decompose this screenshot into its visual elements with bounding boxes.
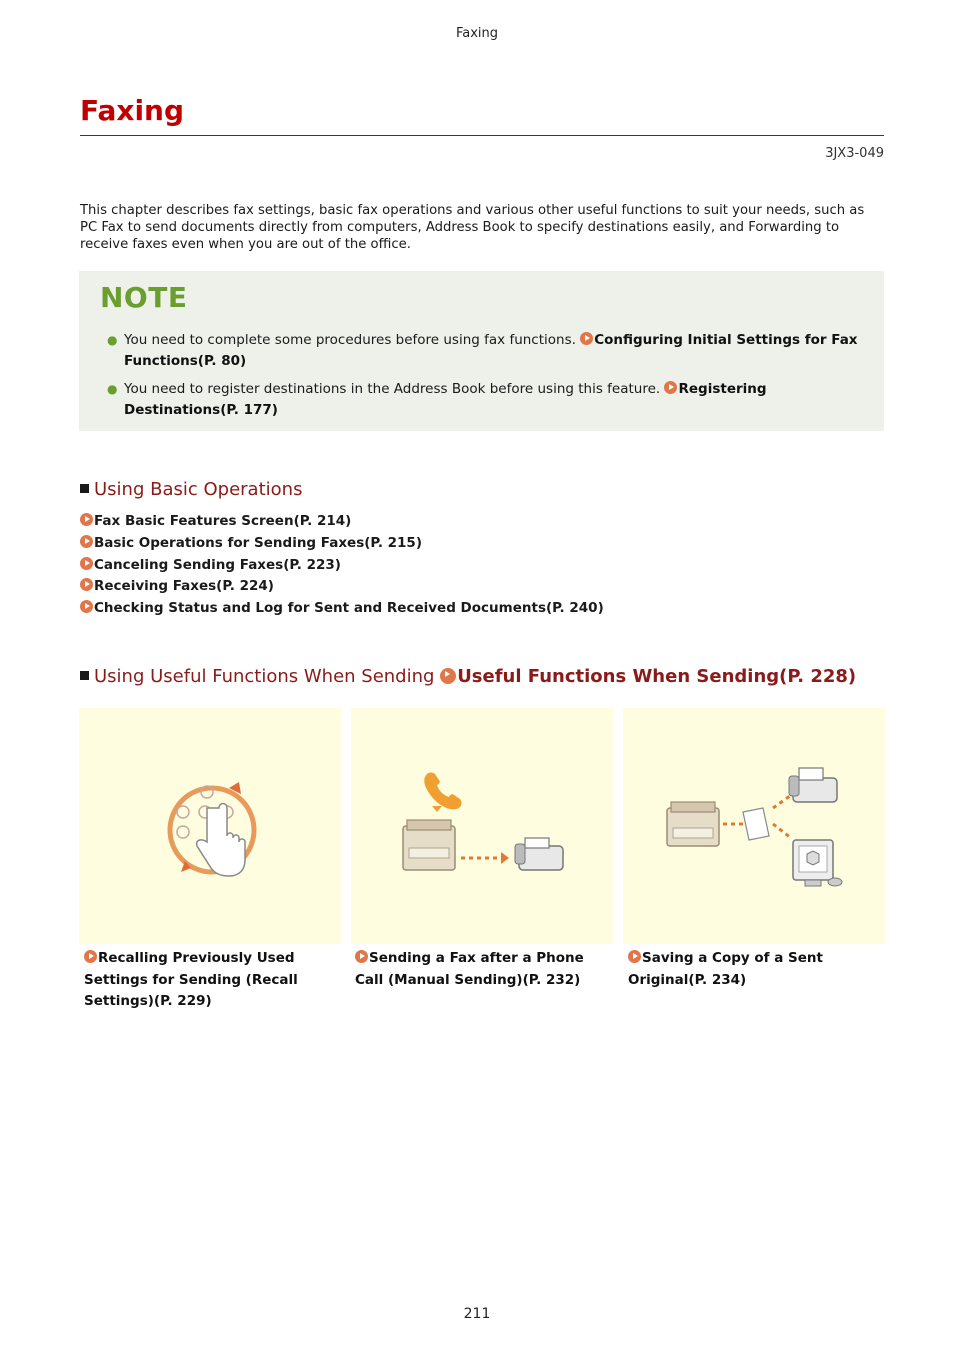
link-canceling-sending[interactable]: Canceling Sending Faxes(P. 223): [80, 555, 604, 577]
link-manual-sending[interactable]: Sending a Fax after a Phone Call (Manual Sending)(P. 232): [355, 950, 584, 988]
link-save-copy[interactable]: Saving a Copy of a Sent Original(P. 234): [628, 950, 823, 988]
link-arrow-icon: [580, 332, 593, 345]
note-item: [107, 330, 867, 372]
link-arrow-icon: [80, 557, 93, 570]
link-checking-status[interactable]: Checking Status and Log for Sent and Received Documents(P. 240): [80, 598, 604, 620]
link-arrow-icon: [440, 668, 456, 684]
link-registering-destinations[interactable]: Registering Destinations(P. 177): [124, 381, 767, 418]
note-item: [107, 379, 867, 421]
link-arrow-icon: [80, 600, 93, 613]
card-manual-sending: [351, 708, 613, 944]
intro-paragraph: This chapter describes fax settings, basic fax operations and various other useful functions to suit your needs, such as PC Fax to send documents directly from computers, Address Book to specify destinations easily, and Forwarding to receive faxes even when you are out of the office.: [80, 203, 865, 252]
phone-to-fax-icon: [351, 708, 613, 944]
send-copy-icon: [623, 708, 885, 944]
section-heading-basic: Using Basic Operations: [80, 479, 302, 500]
link-arrow-icon: [80, 513, 93, 526]
square-bullet-icon: [80, 671, 89, 680]
link-arrow-icon: [80, 535, 93, 548]
bullet-icon: ●: [107, 382, 118, 396]
link-arrow-icon: [80, 578, 93, 591]
link-arrow-icon: [84, 950, 97, 963]
link-basic-sending[interactable]: Basic Operations for Sending Faxes(P. 215): [80, 533, 604, 555]
title-divider: [80, 135, 884, 136]
note-box: [79, 271, 884, 431]
link-fax-basic-features[interactable]: Fax Basic Features Screen(P. 214): [80, 511, 604, 533]
page-title: Faxing: [80, 94, 185, 127]
card-save-copy: [623, 708, 885, 944]
link-useful-functions[interactable]: Useful Functions When Sending(P. 228): [440, 666, 856, 687]
note-heading: NOTE: [100, 281, 188, 314]
square-bullet-icon: [80, 484, 89, 493]
recall-dial-icon: [79, 708, 341, 944]
bullet-icon: ●: [107, 333, 118, 347]
note-text: You need to register destinations in the Address Book before using this feature.: [124, 381, 665, 397]
section-heading-useful: Using Useful Functions When Sending Useful Functions When Sending(P. 228): [80, 666, 856, 687]
link-arrow-icon: [664, 381, 677, 394]
note-text: You need to complete some procedures before using fax functions.: [124, 332, 581, 348]
link-initial-settings[interactable]: Configuring Initial Settings for Fax Functions(P. 80): [124, 332, 858, 369]
link-arrow-icon: [628, 950, 641, 963]
link-arrow-icon: [355, 950, 368, 963]
page-number: 211: [463, 1306, 491, 1322]
document-id: 3JX3-049: [825, 146, 884, 161]
running-header: Faxing: [455, 26, 499, 41]
link-receiving-faxes[interactable]: Receiving Faxes(P. 224): [80, 576, 604, 598]
basic-operations-links: [80, 511, 604, 620]
link-recall-settings[interactable]: Recalling Previously Used Settings for Sending (Recall Settings)(P. 229): [84, 950, 298, 1009]
card-recall-settings: [79, 708, 341, 944]
